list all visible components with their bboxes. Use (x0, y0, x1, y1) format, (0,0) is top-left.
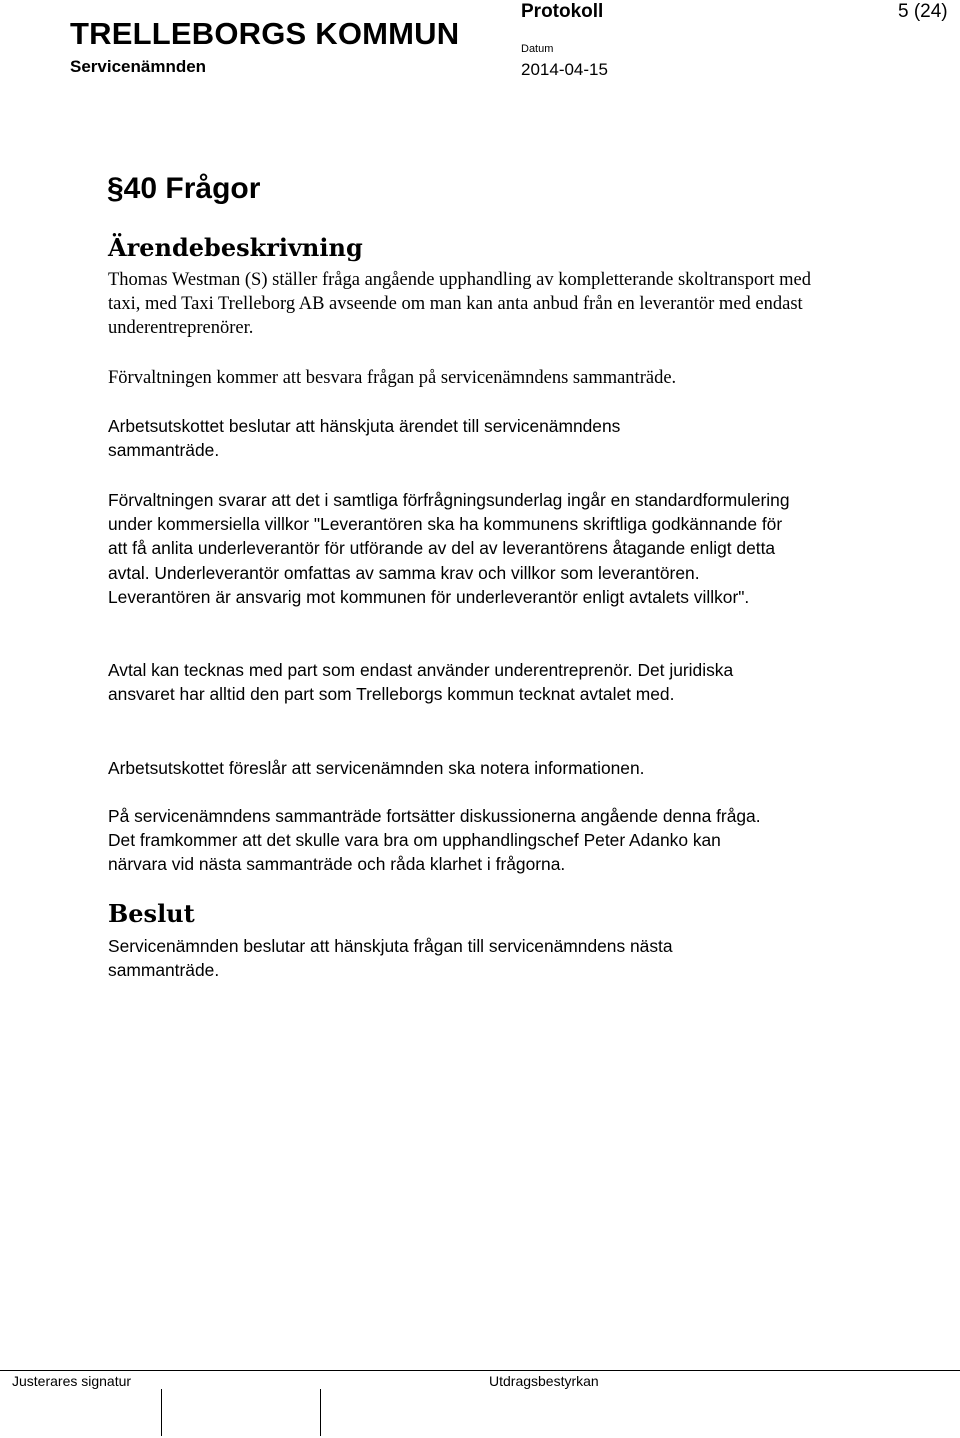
paragraph-committee-proposal: Arbetsutskottet föreslår att servicenämnden ska notera informationen. (108, 758, 645, 778)
document-type: Protokoll (521, 1, 604, 22)
date-value: 2014-04-15 (521, 60, 608, 79)
board-name: Servicenämnden (70, 57, 207, 76)
extract-certification-label: Utdragsbestyrkan (489, 1373, 599, 1389)
section-heading: §40 Frågor (107, 172, 261, 205)
footer-divider (0, 1370, 960, 1371)
paragraph-procurement-terms: Förvaltningen svarar att det i samtliga förfrågningsunderlag ingår en standardformulering under kommersiella villkor "Leverantören ska ha kommunens skriftliga godkännande för att få anlita underleverantör för utförande av del av leverantörens åtagande enligt detta avtal. Underleverantör omfattas av samma krav och villkor som leverantören. Leverantören är ansvarig mot kommunen för underleverantör enligt avtalets villkor". (108, 490, 790, 607)
paragraph-contract-liability: Avtal kan tecknas med part som endast använder underentreprenör. Det juridiska ansvaret har alltid den part som Trelleborgs kommun tecknat avtalet med. (108, 660, 734, 705)
subheading-case-description: Ärendebeskrivning (108, 233, 363, 262)
subheading-decision: Beslut (108, 899, 195, 928)
organization-name: TRELLEBORGS KOMMUN (70, 16, 460, 51)
paragraph-administration-answer: Förvaltningen kommer att besvara frågan på servicenämndens sammanträde. (108, 368, 677, 388)
paragraph-committee-decision: Arbetsutskottet beslutar att hänskjuta ärendet till servicenämndens sammanträde. (108, 416, 621, 461)
page-number: 5 (24) (898, 1, 948, 22)
paragraph-question: Thomas Westman (S) ställer fråga angående upphandling av kompletterande skoltransport med taxi, med Taxi Trelleborg AB avseende om man kan anta anbud från en leverantör med endast underentreprenörer. (108, 270, 812, 339)
signature-box-divider (320, 1389, 321, 1436)
signature-label: Justerares signatur (12, 1373, 132, 1389)
date-label: Datum (521, 43, 554, 55)
signature-box-divider (161, 1389, 162, 1436)
paragraph-decision: Servicenämnden beslutar att hänskjuta frågan till servicenämndens nästa sammanträde. (108, 936, 673, 981)
paragraph-board-discussion: På servicenämndens sammanträde fortsätter diskussionerna angående denna fråga. Det framkommer att det skulle vara bra om upphandlingschef Peter Adanko kan närvara vid nästa sammanträde och råda klarhet i frågorna. (108, 806, 761, 875)
